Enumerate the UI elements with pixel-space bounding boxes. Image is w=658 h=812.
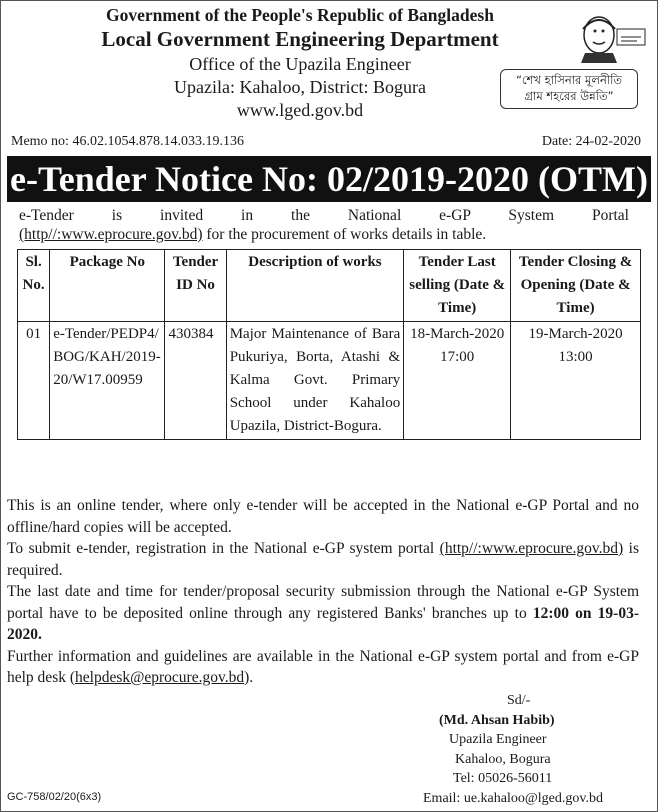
- cell-closing: [511, 322, 641, 440]
- signatory-email: Email: ue.kahaloo@lged.gov.bd: [423, 790, 603, 806]
- p3-text: The last date and time for tender/proposal security submission through the National e-GP System portal have to be deposited online through any registered Banks' branches up to: [7, 583, 639, 622]
- notice-title: e-Tender Notice No: 02/2019-2020 (OTM): [7, 156, 651, 202]
- body-paragraph-4: [7, 646, 639, 689]
- location-heading: Upazila: Kahaloo, District: Bogura: [174, 77, 426, 97]
- website-heading: www.lged.gov.bd: [236, 100, 364, 120]
- selling-date: 18-March-2020: [410, 326, 505, 342]
- header-description: Description of works: [226, 250, 404, 322]
- p4-end: ).: [244, 669, 254, 686]
- eprocure-link[interactable]: (http//:www.eprocure.gov.bd): [19, 226, 203, 243]
- table-row: [18, 322, 641, 440]
- body-paragraph-2: [7, 538, 639, 581]
- signature-block: [423, 691, 627, 808]
- body-paragraph-3: [7, 581, 639, 646]
- selling-time: 17:00: [440, 349, 475, 365]
- sd-mark: Sd/-: [507, 693, 531, 708]
- government-heading: Government of the People's Republic of Bangladesh: [106, 5, 494, 25]
- cell-tender-id: 430384: [165, 322, 226, 440]
- notice-body: [7, 495, 639, 689]
- signatory-tel: Tel: 05026-56011: [453, 771, 553, 786]
- notice-date: Date: 24-02-2020: [541, 134, 641, 149]
- footer-code: GC-758/02/20(6x3): [7, 791, 102, 803]
- body-paragraph-1: This is an online tender, where only e-tender will be accepted in the National e-GP Portal and no offline/hard copies will be accepted.: [7, 497, 639, 536]
- slogan-line-2: গ্রাম শহরের উন্নতি”: [524, 89, 614, 103]
- header-last-selling: Tender Last selling (Date & Time): [404, 250, 511, 322]
- helpdesk-email-link[interactable]: helpdesk@eprocure.gov.bd: [75, 669, 245, 686]
- intro-rest: for the procurement of works details in table.: [202, 226, 487, 243]
- p2-end: is required.: [7, 540, 639, 579]
- closing-time: 13:00: [558, 349, 593, 365]
- header-closing: Tender Closing & Opening (Date & Time): [511, 250, 641, 322]
- memo-number: Memo no: 46.02.1054.878.14.033.19.136: [11, 134, 244, 149]
- office-heading: Office of the Upazila Engineer: [189, 54, 411, 74]
- header-package: Package No: [50, 250, 165, 322]
- portrait-emblem-icon: [575, 9, 647, 63]
- signatory-office: Kahaloo, Bogura: [455, 751, 551, 767]
- cell-sl: 01: [18, 322, 50, 440]
- works-table: [17, 249, 641, 440]
- closing-date: 19-March-2020: [528, 326, 623, 342]
- table-header-row: [18, 250, 641, 322]
- p4-text: Further information and guidelines are available in the National e-GP system portal and from e-GP help desk (: [7, 647, 639, 686]
- eprocure-link-2[interactable]: (http//:www.eprocure.gov.bd): [439, 540, 624, 557]
- p2-text: To submit e-tender, registration in the National e-GP system portal: [7, 540, 440, 557]
- signatory-title: Upazila Engineer: [449, 732, 547, 747]
- cell-description: Major Maintenance of Bara Pukuriya, Borta, Atashi & Kalma Govt. Primary School under Kahaloo Upazila, District-Bogura.: [226, 322, 404, 440]
- header-tender-id: Tender ID No: [165, 250, 226, 322]
- slogan-line-1: “শেখ হাসিনার মূলনীতি: [515, 73, 623, 87]
- intro-paragraph: [19, 206, 629, 244]
- intro-line: e-Tender is invited in the National e-GP System Portal: [19, 207, 629, 224]
- department-heading: Local Government Engineering Department: [101, 27, 499, 51]
- cell-selling: [404, 322, 511, 440]
- deadline-text: 12:00 on 19-03-2020.: [7, 604, 639, 643]
- slogan-box: [500, 69, 638, 109]
- signatory-name: (Md. Ahsan Habib): [439, 712, 555, 728]
- header-sl: Sl. No.: [18, 250, 50, 322]
- cell-package: e-Tender/PEDP4/BOG/KAH/2019-20/W17.00959: [50, 322, 165, 440]
